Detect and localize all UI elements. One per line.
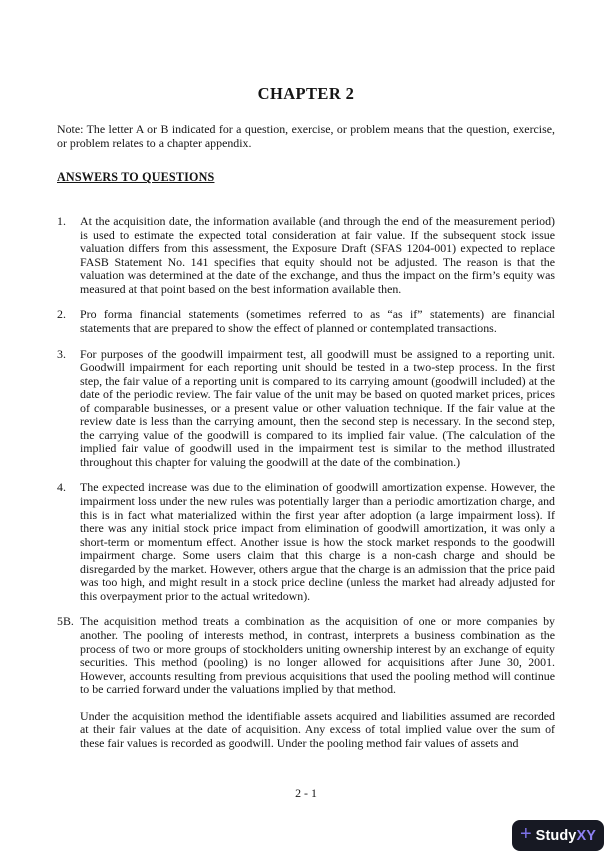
appendix-note: Note: The letter A or B indicated for a question, exercise, or problem means that the question, exercise, or problem relates to a chapter appendix. — [57, 122, 555, 150]
answer-item-3 — [57, 348, 555, 470]
chapter-title: CHAPTER 2 — [257, 84, 355, 103]
answer-text — [80, 615, 555, 750]
studyxy-logo-badge — [512, 820, 604, 851]
page-content — [57, 84, 555, 762]
answer-item-5b — [57, 615, 555, 750]
brand-text-xy: XY — [576, 827, 596, 844]
answer-item-4 — [57, 481, 555, 603]
answer-text — [80, 308, 555, 335]
brand-text-study: Study — [535, 827, 577, 844]
answer-item-2 — [57, 308, 555, 335]
answer-number: 1. — [57, 214, 66, 229]
answer-text — [80, 348, 555, 470]
answer-item-1 — [57, 215, 555, 296]
answer-paragraph: Under the acquisition method the identifiable assets acquired and liabilities assumed are recorded at their fair values at the date of acquisition. Any excess of total implied value over the sum of these fair values is recorded as goodwill. Under the pooling method fair values of assets and — [80, 708, 555, 750]
answer-text — [80, 481, 555, 603]
page-number: 2 - 1 — [295, 786, 317, 800]
answer-paragraph: The expected increase was due to the elimination of goodwill amortization expense. However, the impairment loss under the new rules was potentially larger than a periodic amortization charge, and this is in fact what materialized within the first year after adoption (a large impairment loss). If there was any initial stock price impact from elimination of goodwill amortization, it was only a short-term or momentum effect. Another issue is how the stock market responds to the goodwill impairment charge. Some users claim that this charge is a non-cash charge and should be disregarded by the market. However, others argue that the charge is an admission that the price paid was too high, and might result in a stock price decline (unless the market had already adjusted for this overpayment prior to the actual writedown). — [80, 480, 555, 603]
section-heading: ANSWERS TO QUESTIONS — [57, 170, 215, 185]
plus-icon: + — [519, 823, 532, 845]
answer-paragraph: The acquisition method treats a combination as the acquisition of one or more companies by another. The pooling of interests method, in contrast, interprets a business combination as the process of two or more groups of stockholders uniting ownership interest by an exchange of equity securities. This method (pooling) is no longer allowed for acquisitions after June 30, 2001. However, accounts resulting from previous acquisitions that used the pooling method will continue to be carried forward under the valuations implied by that method. — [80, 614, 555, 697]
answer-number: 2. — [57, 307, 66, 322]
answer-paragraph: For purposes of the goodwill impairment test, all goodwill must be assigned to a reporting unit. Goodwill impairment for each reporting unit should be tested in a two-step process. In the first step, the fair value of a reporting unit is compared to its carrying amount (goodwill included) at the date of the periodic review. The fair value of the unit may be based on quoted market prices, prices of comparable businesses, or a present value or other valuation technique. If the fair value at the review date is less than the carrying amount, then the second step is necessary. In the second step, the carrying value of the goodwill is compared to its implied fair value. (The calculation of the implied fair value of goodwill used in the impairment test is similar to the method illustrated throughout this chapter for valuing the goodwill at the date of the combination.) — [80, 346, 555, 469]
studyxy-logo-text — [536, 828, 596, 844]
answer-text — [80, 215, 555, 296]
answer-number: 5B. — [57, 614, 74, 629]
answer-number: 3. — [57, 346, 66, 361]
answer-paragraph: At the acquisition date, the information available (and through the end of the measurement period) is used to estimate the expected total consideration at fair value. If the subsequent stock issue valuation differs from this assessment, the Exposure Draft (SFAS 1204-001) expected to replace FASB Statement No. 141 specifies that equity should not be adjusted. The reason is that the valuation was determined at the date of the exchange, and thus the impact on the firm’s equity was measured at that point based on the best information available then. — [80, 214, 555, 296]
answer-paragraph: Pro forma financial statements (sometimes referred to as “as if” statements) are financial statements that are prepared to show the effect of planned or contemplated transactions. — [80, 307, 555, 336]
answer-number: 4. — [57, 480, 66, 495]
